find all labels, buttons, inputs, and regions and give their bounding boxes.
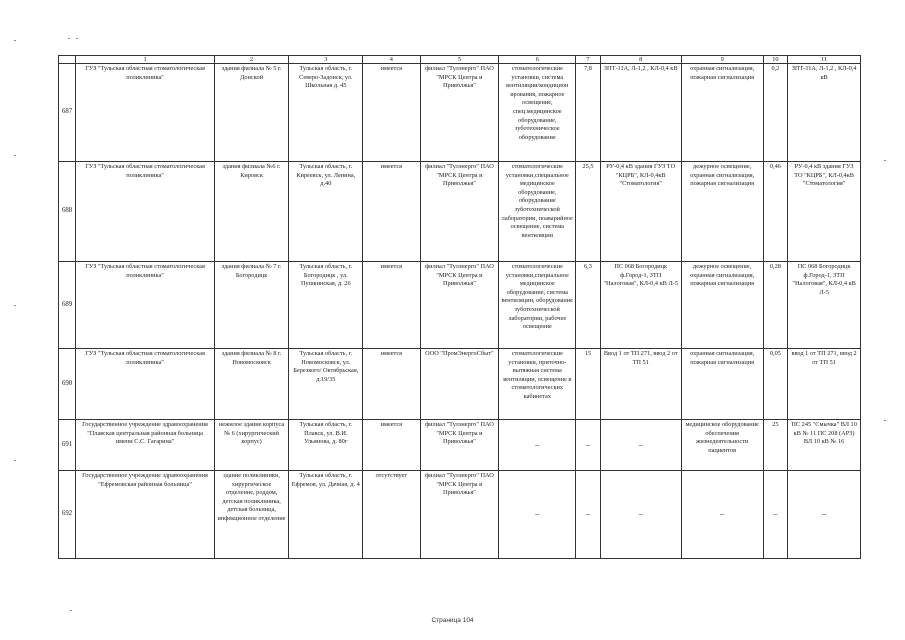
power-cell: 15 [576, 349, 601, 420]
building-cell: нежилое здание корпуса № 6 (хирургический корпус) [214, 420, 289, 471]
backup-equipment-cell: охранная сигнализация, пожарная сигнализация [681, 64, 763, 162]
table-row [59, 420, 861, 471]
availability-cell: имеется [363, 349, 420, 420]
availability-cell: имеется [363, 64, 420, 162]
feeder-cell: – [600, 471, 681, 559]
feeder-cell: – [600, 420, 681, 471]
backup-power-cell: 0,05 [763, 349, 788, 420]
backup-feeder-cell: РУ-0,4 кВ здания ГУЗ ТО "КЦРБ", КЛ-0,4кВ "Стоматология" [788, 162, 861, 262]
backup-feeder-cell: ЗПТ-11А, Л-1,2 , КЛ-0,4 кВ [788, 64, 861, 162]
availability-cell: отсутствует [363, 471, 420, 559]
address-cell: Тульская область, г. Плавск, ул. В.И. Ульянова, д. 80г [289, 420, 363, 471]
supplier-cell: ООО "ПромЭнергоСбыт" [420, 349, 499, 420]
building-cell: здания филиала № 7 г. Богородицк [214, 262, 289, 349]
backup-feeder-cell: ввод 1 от ТП 271, ввод 2 от ТП 51 [788, 349, 861, 420]
supplier-cell: филиал "Тулэнерго" ПАО "МРСК Центра и Приволжья" [420, 162, 499, 262]
backup-feeder-cell: – [788, 471, 861, 559]
register-table [58, 55, 861, 559]
feeder-cell: ПС 068 Богородицк ф.Город-1, ЗТП "Налоговая", КЛ-0,4 кВ Л-5 [600, 262, 681, 349]
header-cell: 4 [363, 56, 420, 64]
power-cell: – [576, 420, 601, 471]
header-cell: 11 [788, 56, 861, 64]
backup-feeder-cell: ПС 068 Богородицк ф.Город-1, ЗТП "Налоговая", КЛ-0,4 кВ Л-5 [788, 262, 861, 349]
table-row [59, 262, 861, 349]
scan-speck [68, 38, 70, 39]
supplier-cell: филиал "Тулэнерго" ПАО "МРСК Центра и Приволжья" [420, 262, 499, 349]
power-cell: 7,8 [576, 64, 601, 162]
header-cell: 6 [499, 56, 576, 64]
building-cell: здание поликлиники, хирургическое отделение, роддом, детская поликлиника, детская больница, инфекционное отделение [214, 471, 289, 559]
backup-equipment-cell: дежурное освещение, охранная сигнализация, пожарная сигнализация [681, 262, 763, 349]
header-cell: 8 [600, 56, 681, 64]
table-row [59, 64, 861, 162]
address-cell: Тульская область, г. Богородицк , ул. Пушкинская, д. 26 [289, 262, 363, 349]
backup-equipment-cell: охранная сигнализация, пожарная сигнализация [681, 349, 763, 420]
institution-cell: ГУЗ "Тульская областная стоматологическая поликлиника" [76, 349, 214, 420]
building-cell: здания филиала №6 г. Кировск [214, 162, 289, 262]
header-cell: 1 [76, 56, 214, 64]
row-number: 692 [59, 471, 76, 559]
equipment-cell: стоматологические установки,специальное медицинское оборудование, оборудование зуботехнической лаборатории, поаварийное освещение, система вентиляции [499, 162, 576, 262]
scan-speck [884, 160, 886, 161]
feeder-cell: ЗПТ-11А, Л-1,2 , КЛ-0,4 кВ [600, 64, 681, 162]
header-cell: 9 [681, 56, 763, 64]
scan-speck [14, 460, 16, 461]
backup-equipment-cell: дежурное освещение, охранная сигнализация, пожарная сигнализация [681, 162, 763, 262]
column-number-row [59, 56, 861, 64]
header-cell: 5 [420, 56, 499, 64]
address-cell: Тульская область, г. Северо-Задонск, ул. Школьная д. 45 [289, 64, 363, 162]
institution-cell: ГУЗ "Тульская областная стоматологическая поликлиника" [76, 64, 214, 162]
institution-cell: ГУЗ "Тульская областная стоматологическая поликлиника" [76, 162, 214, 262]
header-cell: 10 [763, 56, 788, 64]
feeder-cell: РУ-0,4 кВ здания ГУЗ ТО "КЦРБ", КЛ-0,4кВ "Стоматология" [600, 162, 681, 262]
institution-cell: Государственное учреждение здравоохранения "Плавская центральная районная больница имени С.С. Гагарина" [76, 420, 214, 471]
power-cell: 25,5 [576, 162, 601, 262]
row-number: 690 [59, 349, 76, 420]
backup-feeder-cell: ПС 245 "Смычка" ВЛ 10 кВ № 11 ПС 208 (АРЗ) ВЛ 10 кВ № 16 [788, 420, 861, 471]
institution-cell: Государственное учреждение здравоохранения "Ефремовская районная больница" [76, 471, 214, 559]
row-number: 691 [59, 420, 76, 471]
backup-power-cell: 0,28 [763, 262, 788, 349]
availability-cell: имеется [363, 262, 420, 349]
backup-power-cell: 0,46 [763, 162, 788, 262]
supplier-cell: филиал "Тулэнерго" ПАО "МРСК Центра и Приволжья" [420, 420, 499, 471]
supplier-cell: филиал "Тулэнерго" ПАО "МРСК Центра и Приволжья" [420, 471, 499, 559]
equipment-cell: стоматологические установки, система вентиляции/кондицион ирования, пожарное освещение, спец.медицинское оборудование, зуботехническое оборудование [499, 64, 576, 162]
table-row [59, 349, 861, 420]
equipment-cell: – [499, 420, 576, 471]
power-cell: 6,3 [576, 262, 601, 349]
address-cell: Тульская область, г. Новомосковск, ул. Березкого/ Октябрьская, д.19/35 [289, 349, 363, 420]
availability-cell: имеется [363, 420, 420, 471]
scan-speck [884, 420, 886, 421]
header-cell-empty [59, 56, 76, 64]
header-cell: 2 [214, 56, 289, 64]
scan-speck [14, 305, 16, 306]
header-cell: 7 [576, 56, 601, 64]
building-cell: здания филиала № 8 г. Новомосковск [214, 349, 289, 420]
scan-speck [70, 610, 72, 611]
feeder-cell: Ввод 1 от ТП 271, ввод 2 от ТП 51 [600, 349, 681, 420]
table-row [59, 162, 861, 262]
scan-speck [14, 40, 16, 41]
page-number: Страница 104 [431, 617, 474, 624]
address-cell: Тульская область, г. Ефремов, ул. Дачная, д. 4 [289, 471, 363, 559]
backup-equipment-cell: – [681, 471, 763, 559]
scan-speck [14, 155, 16, 156]
power-cell: – [576, 471, 601, 559]
equipment-cell: – [499, 471, 576, 559]
row-number: 688 [59, 162, 76, 262]
institution-cell: ГУЗ "Тульская областная стоматологическая поликлиника" [76, 262, 214, 349]
backup-power-cell: – [763, 471, 788, 559]
availability-cell: имеется [363, 162, 420, 262]
equipment-cell: стоматологические установки,специальное медицинское оборудование, система вентиляции, оборудование зуботехнической лаборатории, рабочее освещение [499, 262, 576, 349]
scan-speck [76, 38, 78, 39]
header-cell: 3 [289, 56, 363, 64]
supplier-cell: филиал "Тулэнерго" ПАО "МРСК Центра и Приволжья" [420, 64, 499, 162]
row-number: 687 [59, 64, 76, 162]
backup-equipment-cell: медицинское оборудование обеспечения жизнедеятельности пациентов [681, 420, 763, 471]
equipment-cell: стоматологические установки, приточно-вытяжная система вентиляции, освещение в стоматологических кабинетах [499, 349, 576, 420]
backup-power-cell: 0,2 [763, 64, 788, 162]
row-number: 689 [59, 262, 76, 349]
table-row [59, 471, 861, 559]
building-cell: здания филиала № 5 г. Донской [214, 64, 289, 162]
address-cell: Тульская область, г. Киреевск, ул. Ленина, д.40 [289, 162, 363, 262]
backup-power-cell: 25 [763, 420, 788, 471]
